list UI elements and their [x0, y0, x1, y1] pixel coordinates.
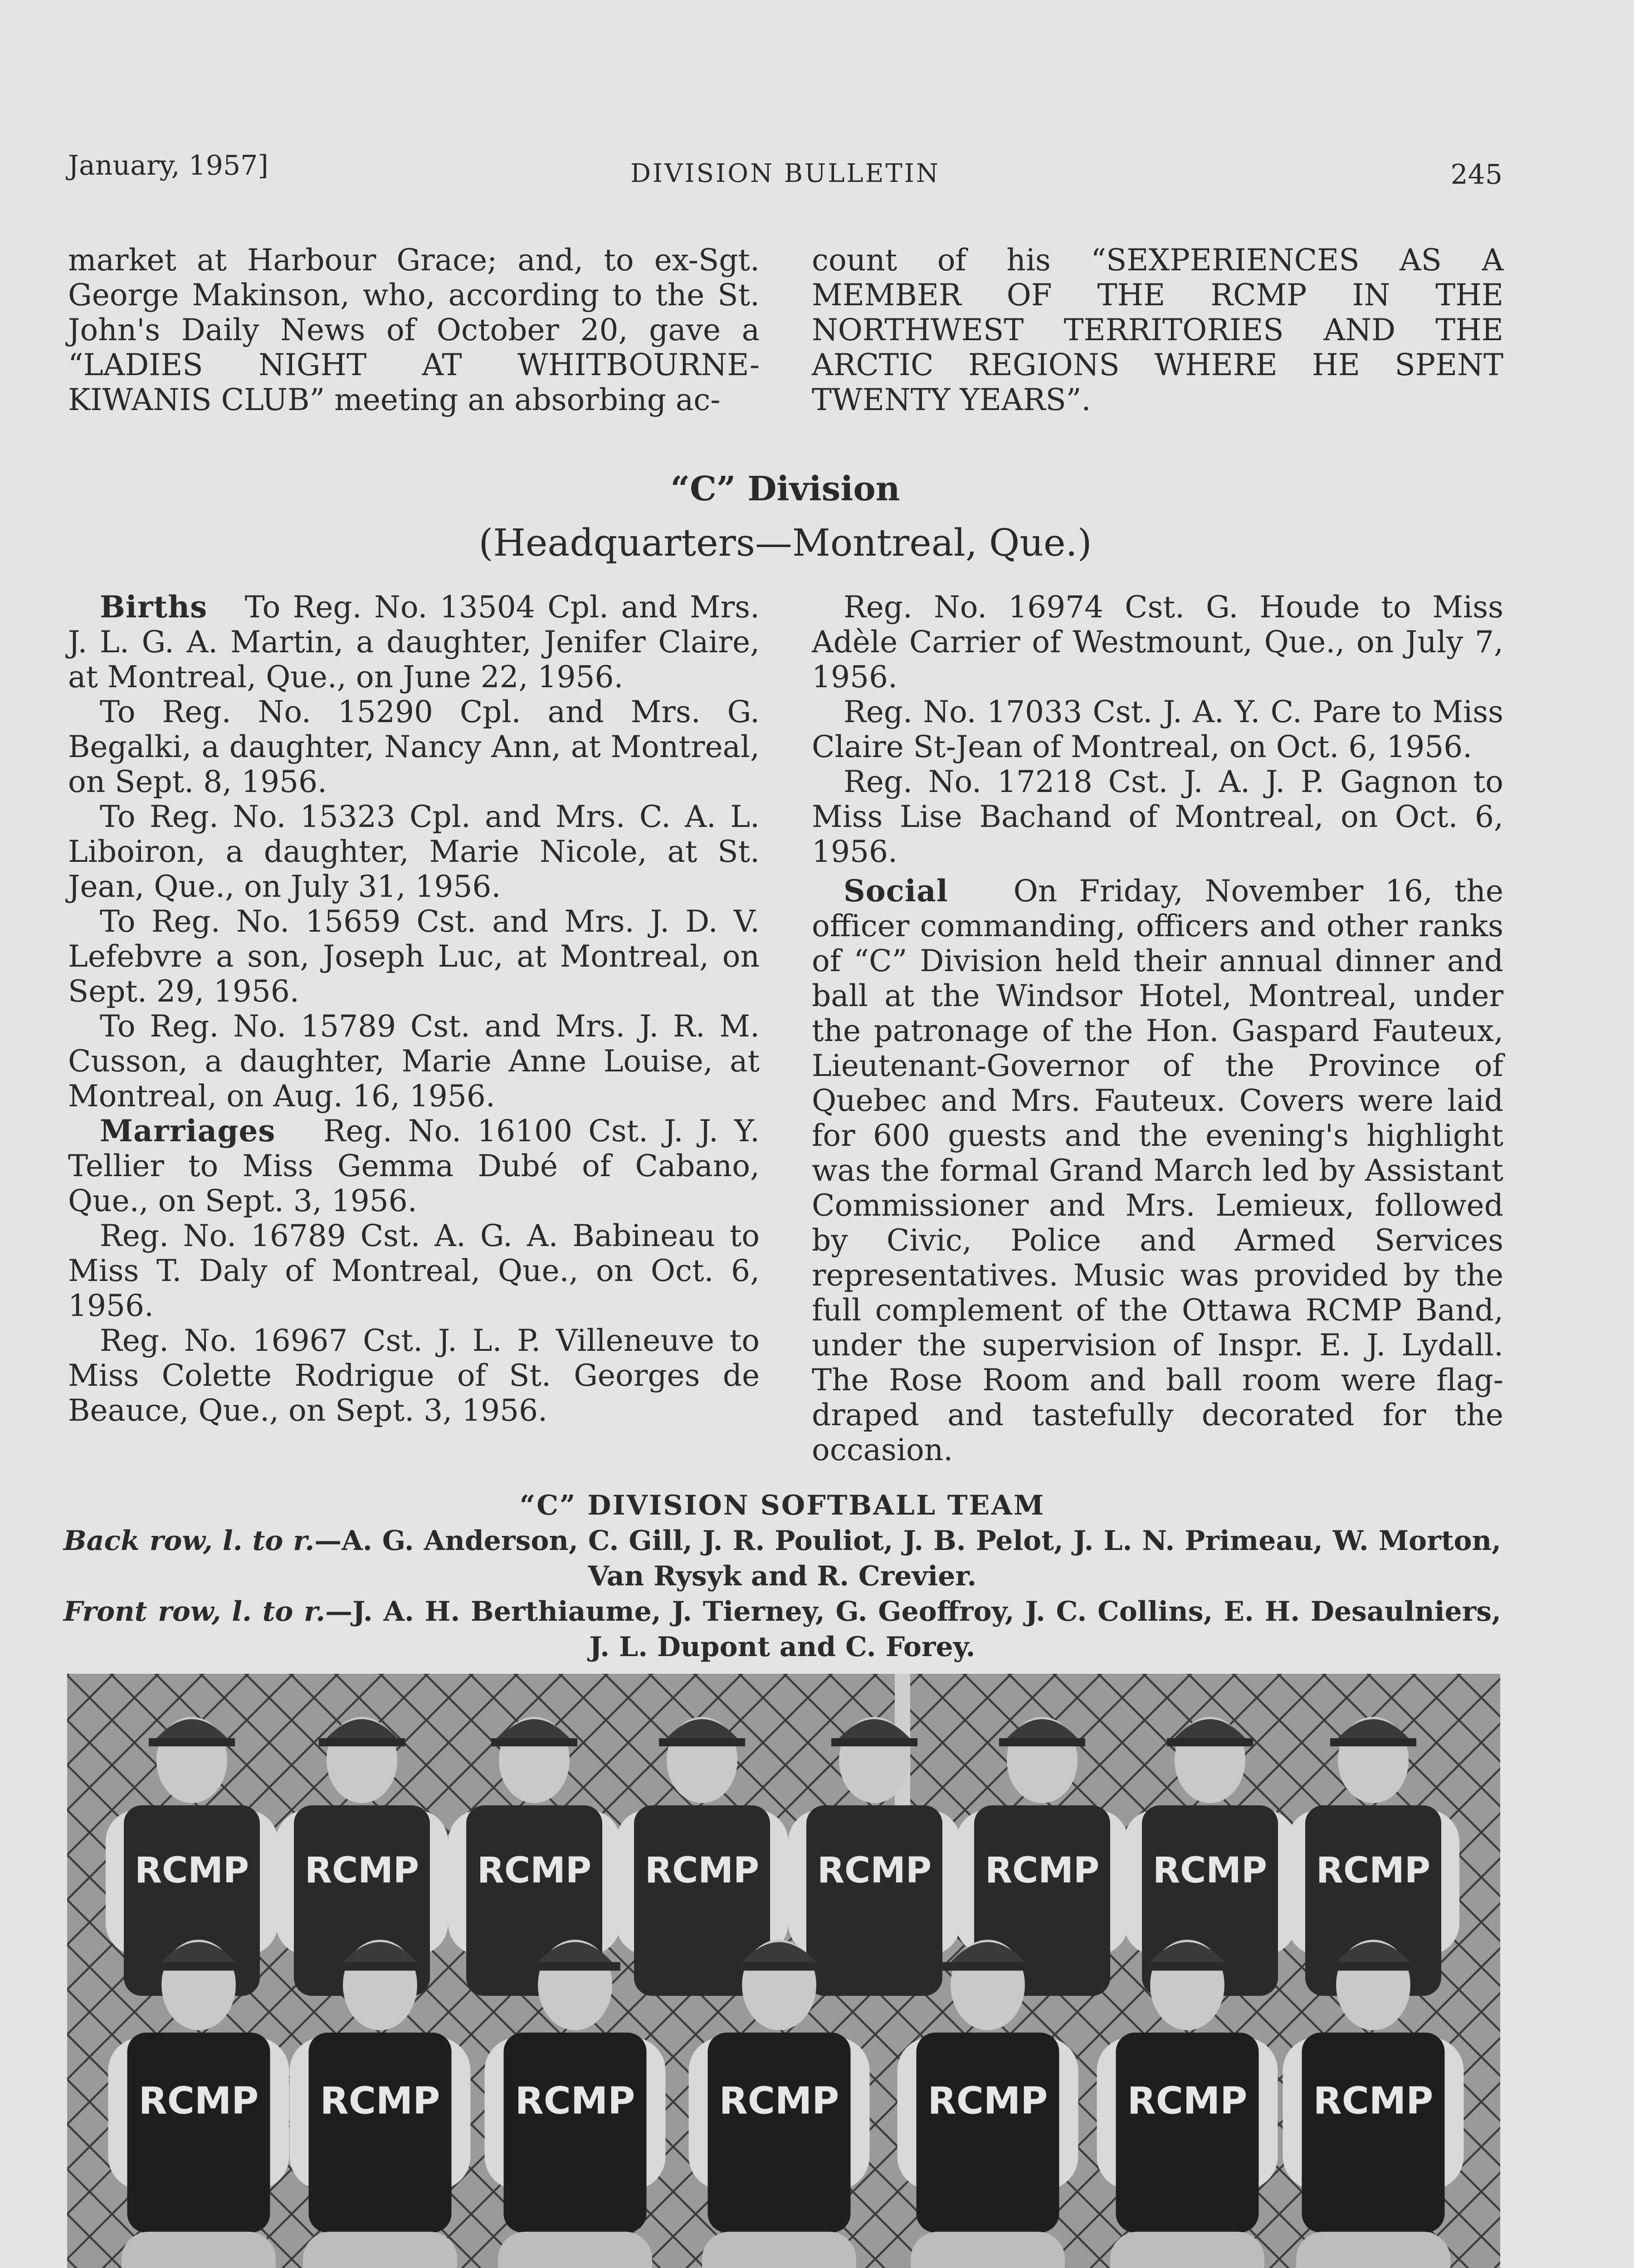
birth-item: To Reg. No. 15789 Cst. and Mrs. J. R. M. Cusson, a daughter, Marie Anne Louise, at Montreal, on Aug. 16, 1956.	[68, 1009, 760, 1114]
social-paragraph: Social On Friday, November 16, the officer commanding, officers and other ranks of “C” Division held their annual dinner and ball at the Windsor Hotel, Montreal, under the patronage of the Hon. Gaspard Fauteux, Lieutenant-Governor of the Province of Quebec and Mrs. Fauteux. Covers were laid for 600 guests and the evening's highlight was the formal Grand March led by Assistant Commissioner and Mrs. Lemieux, followed by Civic, Police and Armed Services representatives. Music was provided by the full complement of the Ottawa RCMP Band, under the supervision of Inspr. E. J. Lydall. The Rose Room and ball room were flag-draped and tastefully decorated for the occasion.	[812, 873, 1503, 1467]
caption-front-row	[63, 1594, 1501, 1665]
jersey-lettering: RCMP	[719, 2079, 839, 2123]
back-row-names: —A. G. Anderson, C. Gill, J. R. Pouliot, J. B. Pelot, J. L. N. Primeau, W. Morton, Van Rysyk and R. Crevier.	[314, 1525, 1502, 1592]
jersey-lettering: RCMP	[644, 1850, 760, 1891]
page-header	[68, 150, 1502, 191]
jersey-lettering: RCMP	[134, 1850, 249, 1891]
continued-text-right	[812, 243, 1503, 417]
marriage-item: Reg. No. 16789 Cst. A. G. A. Babineau to Miss T. Daly of Montreal, Que., on Oct. 6, 1956.	[68, 1218, 760, 1323]
publication-title: DIVISION BULLETIN	[630, 159, 940, 188]
page-number: 245	[1450, 159, 1502, 191]
birth-item: Births To Reg. No. 13504 Cpl. and Mrs. J. L. G. A. Martin, a daughter, Jenifer Claire, at Montreal, Que., on June 22, 1956.	[68, 589, 760, 694]
social-heading: Social	[844, 873, 948, 909]
back-row-label: Back row, l. to r.	[63, 1525, 315, 1557]
birth-item: To Reg. No. 15659 Cst. and Mrs. J. D. V. Lefebvre a son, Joseph Luc, at Montreal, on Sept. 29, 1956.	[68, 904, 760, 1009]
jersey-lettering: RCMP	[304, 1850, 419, 1891]
births-heading: Births	[100, 589, 208, 625]
marriage-item: Reg. No. 16974 Cst. G. Houde to Miss Adèle Carrier of Westmount, Que., on July 7, 1956.	[812, 590, 1503, 694]
jersey-lettering: RCMP	[320, 2079, 440, 2123]
front-row-label: Front row, l. to r.	[63, 1596, 326, 1628]
marriage-item: Marriages Reg. No. 16100 Cst. J. J. Y. Tellier to Miss Gemma Dubé of Cabano, Que., on Sept. 3, 1956.	[68, 1113, 760, 1218]
team-photo-illustration	[67, 1674, 1500, 2268]
section-subtitle: (Headquarters—Montreal, Que.)	[478, 522, 1092, 565]
birth-item: To Reg. No. 15323 Cpl. and Mrs. C. A. L. Liboiron, a daughter, Marie Nicole, at St. Jean, Que., on July 31, 1956.	[68, 799, 760, 904]
jersey-lettering: RCMP	[817, 1850, 932, 1891]
continued-paragraph-right: count of his “SEXPERIENCES AS A MEMBER OF THE RCMP IN THE NORTHWEST TERRITORIES AND THE ARCTIC REGIONS WHERE HE SPENT TWENTY YEARS”.	[812, 243, 1503, 417]
marriage-item: Reg. No. 17033 Cst. J. A. Y. C. Pare to Miss Claire St-Jean of Montreal, on Oct. 6, 1956.	[812, 694, 1503, 764]
caption-back-row	[63, 1523, 1501, 1594]
left-column	[68, 590, 760, 1428]
jersey-lettering: RCMP	[1152, 1850, 1268, 1891]
continued-paragraph-left: market at Harbour Grace; and, to ex-Sgt. George Makinson, who, according to the St. John's Daily News of October 20, gave a “LADIES NIGHT AT WHITBOURNE-KIWANIS CLUB” meeting an absorbing ac-	[68, 243, 760, 417]
section-title: “C” Division	[670, 469, 900, 508]
photo-caption	[63, 1488, 1501, 1665]
jersey-lettering: RCMP	[138, 2079, 259, 2123]
issue-date: January, 1957]	[68, 150, 268, 181]
team-photo	[67, 1674, 1500, 2268]
right-column	[812, 590, 1503, 1467]
jersey-lettering: RCMP	[985, 1850, 1100, 1891]
marriage-item: Reg. No. 16967 Cst. J. L. P. Villeneuve to Miss Colette Rodrigue of St. Georges de Beauce, Que., on Sept. 3, 1956.	[68, 1323, 760, 1428]
jersey-lettering: RCMP	[1316, 1850, 1431, 1891]
birth-item: To Reg. No. 15290 Cpl. and Mrs. G. Begalki, a daughter, Nancy Ann, at Montreal, on Sept. 8, 1956.	[68, 694, 760, 799]
jersey-lettering: RCMP	[1313, 2079, 1434, 2123]
continued-text-left	[68, 243, 760, 417]
jersey-lettering: RCMP	[927, 2079, 1048, 2123]
front-row-names: —J. A. H. Berthiaume, J. Tierney, G. Geoffroy, J. C. Collins, E. H. Desaulniers, J. L. Dupont and C. Forey.	[325, 1596, 1501, 1663]
marriage-item: Reg. No. 17218 Cst. J. A. J. P. Gagnon to Miss Lise Bachand of Montreal, on Oct. 6, 1956.	[812, 764, 1503, 869]
jersey-lettering: RCMP	[515, 2079, 635, 2123]
jersey-lettering: RCMP	[1127, 2079, 1248, 2123]
jersey-lettering: RCMP	[477, 1850, 592, 1891]
marriages-heading: Marriages	[100, 1113, 276, 1149]
caption-title: “C” DIVISION SOFTBALL TEAM	[519, 1490, 1045, 1521]
